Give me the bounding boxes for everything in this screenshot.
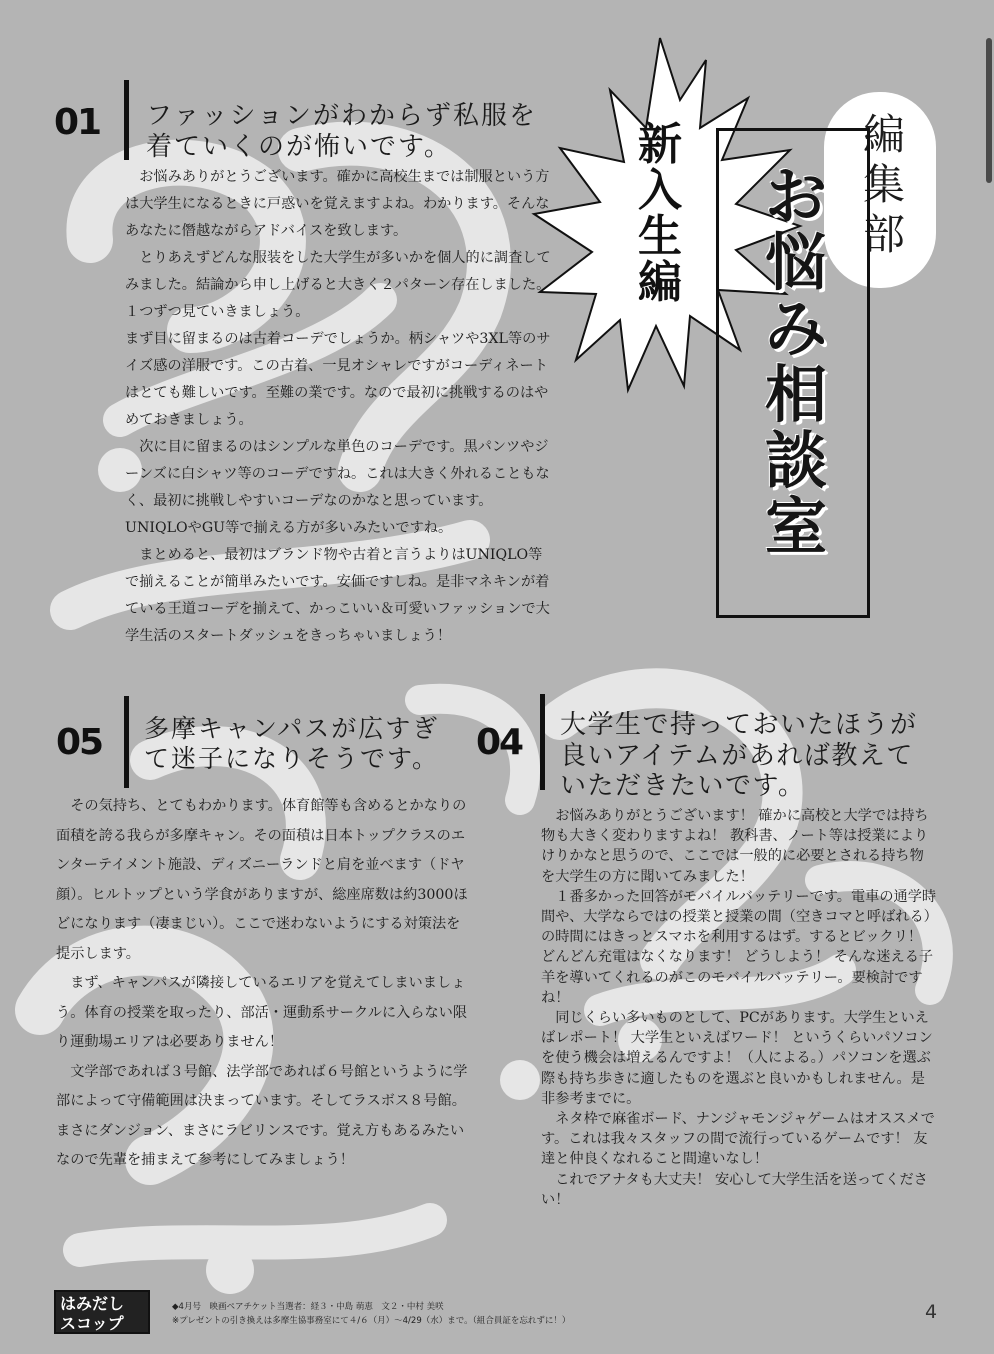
answer-01: お悩みありがとうございます。確かに高校生までは制服という方は大学生になるときに戸惑いを覚えますよね。わかります。そんなあなたに僭越ながらアドバイスを致します。 とりあえずどんな服装をした大学生が多いかを個人的に調査してみました。結論から申し上げると大きく２パターン存在しました。１つずつ見ていきましょう。 まず目に留まるのは古着コーデでしょうか。柄シャツや3XL等のサイズ感の洋服です。この古着、一見オシャレですがコーディネートはとても難しいです。至難の業です。なので最初に挑戦するのはやめておきましょう。 次に目に留まるのはシンプルな単色のコーデです。黒パンツやジーンズに白シャツ等のコーデですね。これは大きく外れることもなく、最初に挑戦しやすいコーデなのかなと思っています。UNIQLOやGU等で揃える方が多いみたいですね。 まとめると、最初はブランド物や古着と言うよりはUNIQLO等で揃えることが簡単みたいです。安価ですしね。是非マネキンが着ている王道コーデを揃えて、かっこいい＆可愛いファッションで大学生活のスタートダッシュをきっちゃいましょう！	[125, 169, 551, 644]
question-divider	[124, 80, 129, 160]
question-title-04: 大学生で持っておいたほうが 良いアイテムがあれば教えて いただきたいです。	[560, 710, 918, 802]
question-divider	[540, 694, 545, 790]
freshman-edition-label: 新 入 生 編	[638, 119, 682, 308]
editorial-dept-label: 編 集 部	[862, 110, 905, 259]
question-number-05: 05	[56, 722, 103, 763]
footer-notice: ◆4月号 映画ペアチケット当選者：経３・中島 萌恵 文２・中村 美咲 ※プレゼントの引き換えは多摩生協事務室にて４/６（月）～4/29（水）まで。（組合員証を忘れずに！）	[172, 1302, 571, 1326]
question-number-04: 04	[476, 722, 523, 763]
page-title: お 悩 み 相 談 室	[764, 160, 827, 563]
question-number-01: 01	[54, 102, 101, 143]
answer-05: その気持ち、とてもわかります。体育館等も含めるとかなりの面積を誇る我らが多摩キャン。その面積は日本トップクラスのエンターテイメント施設、ディズニーランドと肩を並べます（ドヤ顔）。ヒルトップという学食がありますが、総座席数は約3000ほどになります（凄まじい）。ここで迷わないようにする対策法を提示します。 まず、キャンパスが隣接しているエリアを覚えてしまいましょう。体育の授業を取ったり、部活・運動系サークルに入らない限り運動場エリアは必要ありません！ 文学部であれば３号館、法学部であれば６号館というように学部によって守備範囲は決まっています。そしてラスボス８号館。まさにダンジョン、まさにラビリンスです。覚え方もあるみたいなので先輩を捕まえて参考にしてみましょう！	[56, 798, 468, 1168]
page-number: 4	[925, 1301, 938, 1323]
question-title-01: ファッションがわからず私服を 着ていくのが怖いです。	[146, 101, 537, 162]
hamidashi-scoop-logo: はみだし スコップ	[54, 1290, 150, 1334]
scrollbar[interactable]	[986, 38, 992, 183]
answer-04: お悩みありがとうございます！ 確かに高校と大学では持ち物も大きく変わりますよね！ 教科書、ノート等は授業によりけりかなと思うので、ここでは一般的に必要とされる持ち物を大学生の方に聞いてみました！ １番多かった回答がモバイルバッテリーです。電車の通学時間や、大学ならではの授業と授業の間（空きコマと呼ばれる）の時間にはきっとスマホを利用するはず。するとビックリ！ どんどん充電はなくなります！ どうしよう！ そんな迷える子羊を導いてくれるのがこのモバイルバッテリー。要検討ですね！ 同じくらい多いものとして、PCがあります。大学生といえばレポート！ 大学生といえばワード！ というくらいパソコンを使う機会は増えるんですよ！（人による。）パソコンを選ぶ際も持ち歩きに適したものを選ぶと良いかもしれません。是非参考までに。 ネタ枠で麻雀ボード、ナンジャモンジャゲームはオススメです。これは我々スタッフの間で流行っているゲームです！ 友達と仲良くなれること間違いなし！ これでアナタも大丈夫！ 安心して大学生活を送ってください！	[541, 808, 937, 1208]
question-divider	[124, 696, 129, 788]
question-title-05: 多摩キャンパスが広すぎ て迷子になりそうです。	[144, 714, 440, 773]
